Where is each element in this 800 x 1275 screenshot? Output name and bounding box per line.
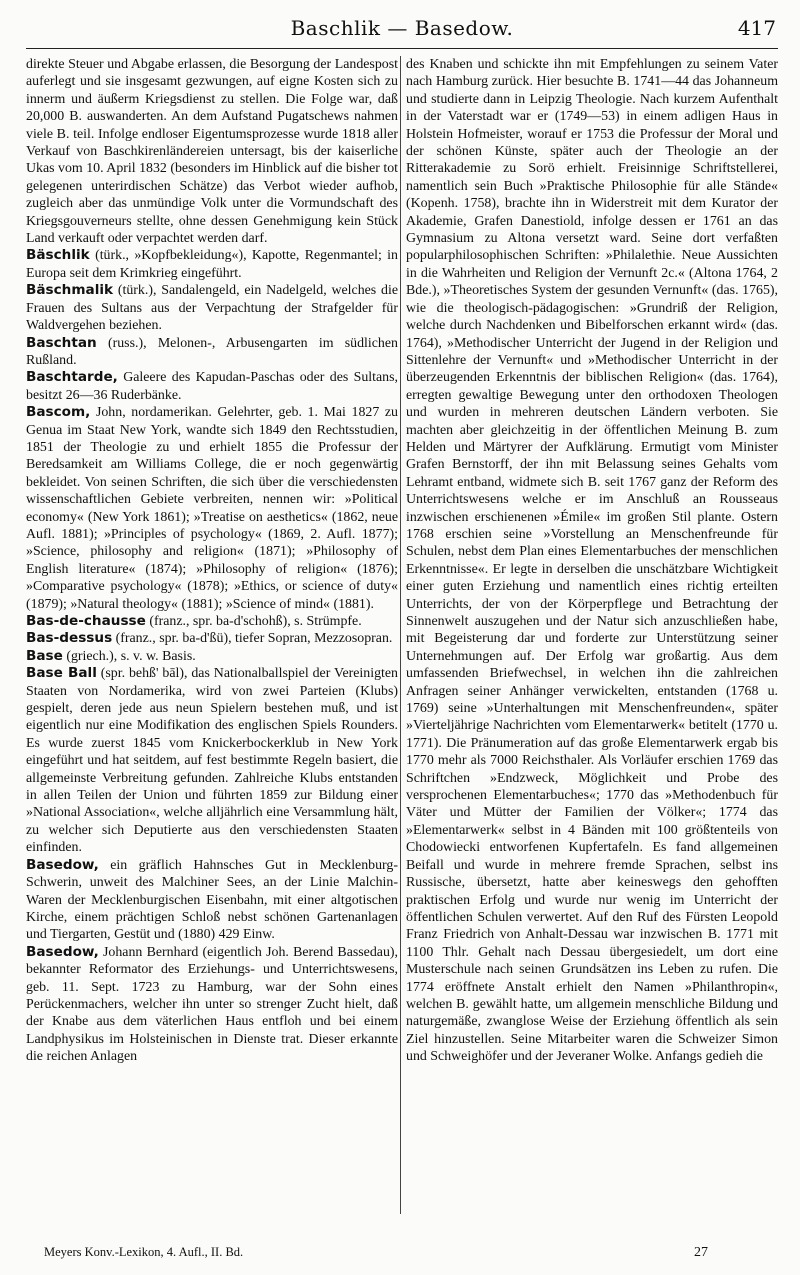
column-divider [400, 56, 401, 1214]
entry-headword: Baschtan [26, 334, 97, 351]
entry-headword: Bas-de-chausse [26, 613, 146, 629]
entry-text: des Knaben und schickte ihn mit Empfehlungen zu seinem Vater nach Hamburg zurück. Hier besuchte B. 1741—44 das Johanneum und studierte dann in Leipzig Theologie. Nach kurzem Aufenthalt in der Vaterstadt war er (1749—53) in einem adligen Haus in Holstein Hofmeister, worauf er 1753 die Professur der Moral und der schönen Künste, später auch der Theologie an der Ritterakademie zu Sorö erhielt. Freisinnige Schriftstellerei, namentlich sein Buch »Praktische Philosophie für alle Stände« (Kopenh. 1758), brachte ihn in Widerstreit mit dem Kurator der Akademie, Grafen Danestiold, infolge dessen er 1761 an das Gymnasium zu Altona versetzt ward. Seine dort verfaßten popularphilosophischen Schriften: »Philalethie. Neue Aussichten in die Wahrheiten und Religion der Vernunft 2c.« (Altona 1764, 2 Bde.), »Theoretisches System der gesunden Vernunft« (das. 1765), wie die theologisch-pädagogischen: »Grundriß der Religion, welche durch Nachdenken und Bibelforschen erkannt wird« (das. 1764), »Methodischer Unterricht der Jugend in der Religion und Sittenlehre der Vernunft« und »Methodischer Unterricht in der überzeugenden Erkenntnis der biblischen Religion« (das. 1764), erregten gewaltige Bewegung unter den orthodoxen Theologen und wurden in mehreren deutschen Ländern verboten. Sie machten aber gleichzeitig in der öffentlichen Meinung B. zum Helden und Märtyrer der Aufklärung. Ermutigt vom Minister Grafen Bernstorff, der ihn mit Belassung seines Gehalts vom Lehramt entband, widmete sich B. seit 1767 ganz der Reform des Unterrichtswesens welche er im Anschluß an Rousseaus inzwischen erschienenen »Émile« im großen Stil plante. Ostern 1768 erschien seine »Vorstellung an Menschenfreunde für Schulen, nebst dem Plan eines Elementarbuches der menschlichen Erkenntnisse«. Er legte in derselben die unschätzbare Wichtigkeit einer guten Erziehung und namentlich eines richtig erteilten Unterrichts, der von der Körperpflege und Betrachtung der Sinnenwelt auszugehen und der Natur sich anzuschließen habe, mit Begeisterung dar und forderte zur Unterstützung seiner Unternehmungen auf. Der Erfolg war großartig. Aus dem umfassenden Briefwechsel, in welchen ihn die zahlreichen Anfragen seiner Anhänger verwickelten, entstanden (1768 u. 1769) seine »Unterhaltungen mit Menschenfreunden«, später »Vierteljährige Nachrichten vom Elementarwerk« betitelt (1770 u. 1771). Die Pränumeration auf das große Elementarwerk ergab bis 1770 mehr als 7000 Reichsthaler. Als Vorläufer erschien 1769 das Schriftchen »Endzweck, Möglichkeit und Probe des versprochenen Elementarbuches«; 1770 das »Methodenbuch für Väter und Mütter der Familien der Völker«; 1774 das »Elementarwerk« selbst in 4 Bänden mit 100 größtenteils von Chodowiecki entworfenen Kupfertafeln. Es fand allgemeinen Beifall und wurde in mehrere fremde Sprachen, selbst ins Russische, übersetzt, hatte aber keineswegs den gehofften praktischen Erfolg und wurde nur wenig im Unterricht der öffentlichen Schulen verwertet. Auf den Ruf des Fürsten Leopold Franz Friedrich von Anhalt-Dessau war inzwischen B. 1771 mit 1100 Thlr. Gehalt nach Dessau übergesiedelt, um dort eine Musterschule nach seinen Grundsätzen ins Leben zu rufen. Die 1774 eröffnete Anstalt erhielt den Namen »Philanthropin«, welchen B. gewählt hatte, um allgemein menschliche Bildung und naturgemäße, zwanglose Weise der Erziehung öffentlich als sein Ziel hinzustellen. Seine Mitarbeiter waren die Schweizer Simon und Schweighöfer und der Jeveraner Wolke. Anfangs gedieh die [406, 57, 778, 1065]
entry-headword: Basedow, [26, 856, 99, 873]
entry-text: (spr. behß' bāl), das Nationalballspiel der Vereinigten Staaten von Nordamerika, wird von zwei Parteien (Klubs) gespielt, deren jede aus neun Spielern bestehen muß, und ist eigentlich nur eine Modifikation des englischen Spiels Rounders. Es wurde zuerst 1845 vom Knickerbockerklub in New York eingeführt und hat seitdem, auf fest bestimmte Regeln basiert, die allgemeinste Verbreitung gefunden. Zahlreiche Klubs entstanden in allen Teilen der Union und führten 1859 zur Bildung einer »National Association«, welche alljährlich eine Versammlung hält, zu welcher sich Deputierte aus den verschiedensten Staaten einfinden. [26, 666, 398, 856]
left-column [26, 56, 398, 1066]
dictionary-entry [26, 857, 398, 944]
right-column [406, 56, 778, 1066]
dictionary-entry [26, 369, 398, 404]
dictionary-entry [26, 282, 398, 334]
entry-text: (türk., »Kopfbekleidung«), Kapotte, Regenmantel; in Europa seit dem Krimkrieg eingeführt. [26, 248, 398, 281]
dictionary-entry [26, 335, 398, 370]
entry-text: (griech.), s. v. w. Basis. [62, 648, 196, 664]
entry-text: (franz., spr. ba-d'ßü), tiefer Sopran, Mezzosopran. [112, 631, 393, 647]
entry-text: direkte Steuer und Abgabe erlassen, die Besorgung der Landespost auferlegt und sie insgesamt gezwungen, auf eigne Kosten sich zu innerm und äußerm Kriegsdienst zu stellen. Die Folge war, daß 20,000 B. auswanderten. An dem Aufstand Pugatschews nahmen viele B. teil. Infolge endloser Eigentumsprozesse wurde 1818 aller Verkauf von Baschkirenländereien untersagt, bis der kaiserliche Ukas vom 10. April 1832 (besonders im Hinblick auf die bisher tot gelegenen unterirdischen Schätze) das Verbot wieder aufhob, zugleich aber das unmündige Volk unter die Vormundschaft des Kriegsgouverneurs stellte, ohne dessen Genehmigung kein Stück Land verkauft oder verpachtet werden darf. [26, 57, 398, 247]
dictionary-entry [26, 944, 398, 1066]
entry-headword: Bascom, [26, 404, 91, 421]
dictionary-entry [26, 665, 398, 856]
entry-text: (franz., spr. ba-d'schohß), s. Strümpfe. [145, 614, 362, 629]
entry-text: Galeere des Kapudan-Paschas oder des Sultans, besitzt 26—36 Ruderbänke. [26, 370, 398, 403]
entry-text: (türk.), Sandalengeld, ein Nadelgeld, welches die Frauen des Sultans aus der Verpachtung der Strafgelder für Waldvergehen beziehen. [26, 283, 398, 334]
entry-headword: Basedow, [26, 943, 99, 960]
header-rule [26, 48, 778, 49]
dictionary-entry [406, 56, 778, 1066]
entry-text: (russ.), Melonen-, Arbusengarten im südlichen Rußland. [26, 335, 398, 368]
entry-headword: Baschtarde, [26, 369, 118, 386]
footer-source: Meyers Konv.-Lexikon, 4. Aufl., II. Bd. [44, 1245, 244, 1259]
dictionary-entry [26, 613, 398, 630]
entry-headword: Base Ball [26, 665, 97, 682]
entry-text: ein gräflich Hahnsches Gut in Mecklenburg-Schwerin, unweit des Malchiner Sees, an der Linie Malchin-Waren der Mecklenburgischen Eisenbahn, mit einer altgotischen Kirche, einem prächtigen Schloß nebst schönen Gartenanlagen und Tiergarten, Gestüt und (1880) 429 Einw. [26, 857, 398, 943]
entry-text: John, nordamerikan. Gelehrter, geb. 1. Mai 1827 zu Genua im Staat New York, wandte sich 1849 den Rechtsstudien, 1851 der Theologie zu und erhielt 1855 die Professur der Beredsamkeit am Williams College, die er noch gegenwärtig bekleidet. Von seinen Schriften, die sich über die verschiedensten wissenschaftlichen Gebiete verbreiten, nennen wir: »Political economy« (New York 1861); »Treatise on aesthetics« (1862, neue Aufl. 1881); »Principles of psychology« (1869, 2. Aufl. 1877); »Science, philosophy and religion« (1871); »Philosophy of English literature« (1874); »Philosophy of religion« (1876); »Comparative psychology« (1878); »Ethics, or science of duty« (1879); »Natural theology« (1881); »Science of mind« (1881). [26, 405, 398, 612]
dictionary-entry [26, 630, 398, 647]
dictionary-entry [26, 648, 398, 665]
dictionary-entry [26, 247, 398, 282]
sheet-number: 27 [694, 1245, 708, 1260]
running-title: Baschlik — Basedow. [290, 16, 514, 40]
entry-text: Johann Bernhard (eigentlich Joh. Berend Bassedau), bekannter Reformator des Erziehungs- und Unterrichtswesens, geb. 11. Sept. 1723 zu Hamburg, war der Sohn eines Perückenmachers, welcher ihn unter so strenger Zucht hielt, daß der Knabe aus dem väterlichen Haus entfloh und bei einem Landphysikus im Holsteinischen in Dienste trat. Dieser erkannte die reichen Anlagen [26, 944, 398, 1065]
entry-headword: Bas-dessus [26, 630, 113, 647]
entry-headword: Base [26, 647, 63, 664]
page-number: 417 [737, 16, 776, 40]
dictionary-entry [26, 404, 398, 613]
entry-headword: Bäschmalik [26, 282, 114, 299]
dictionary-entry [26, 56, 398, 247]
page-footer [26, 1243, 778, 1265]
page-header [28, 14, 776, 46]
entry-headword: Bäschlik [26, 247, 90, 264]
